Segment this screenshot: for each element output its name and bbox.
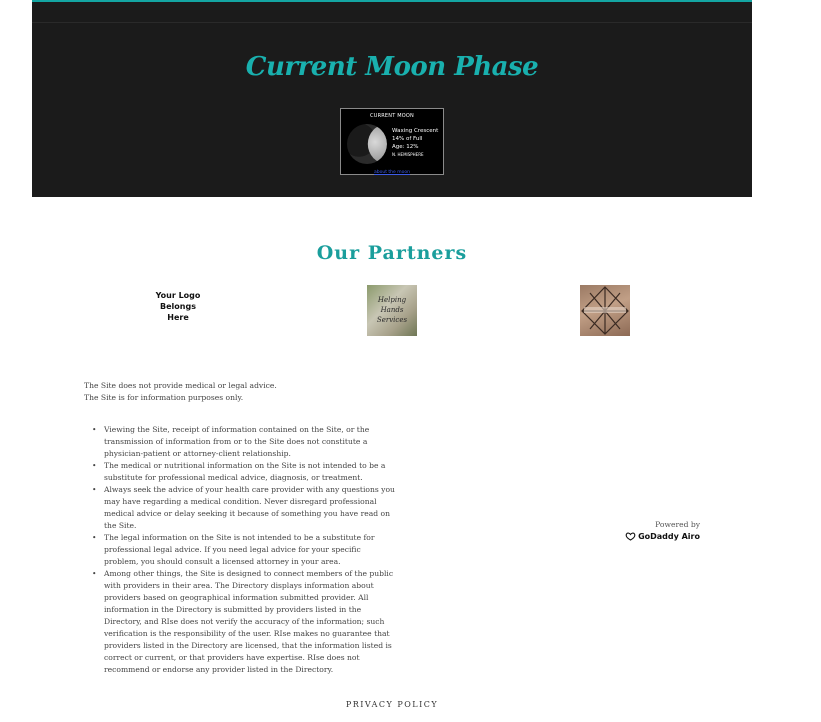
moon-widget-info [392, 127, 438, 159]
disclaimer-line-2: The Site is for information purposes only. [84, 393, 244, 402]
disclaimer-line-1: The Site does not provide medical or legal advice. [84, 381, 277, 390]
powered-by[interactable] [620, 520, 700, 541]
moon-phase-name: Waxing Crescent [392, 128, 439, 134]
disclaimer-item: • The medical or nutritional information on the Site is not intended to be a substitute for professional medical advice, diagnosis, or treatment. [104, 460, 396, 484]
disclaimer-item: • Always seek the advice of your health care provider with any questions you may have regarding a medical condition. Never disregard professional medical advice or delay seeking it because of something you have read on the Site. [104, 484, 396, 532]
moon-age: Age: 12% [392, 144, 419, 150]
partners-title: Our Partners [316, 242, 468, 264]
partner-logo-helping-hands[interactable]: Helping Hands Services [367, 285, 417, 336]
godaddy-brand[interactable] [620, 532, 700, 541]
disclaimer-item: • Viewing the Site, receipt of information contained on the Site, or the transmission of information from or to the Site does not constitute a physician-patient or attorney-client relationship. [104, 424, 396, 460]
moon-percent: 14% of Full [392, 136, 423, 142]
godaddy-logo-icon [625, 532, 636, 541]
powered-by-label: Powered by [655, 520, 700, 529]
privacy-policy-link[interactable]: PRIVACY POLICY [345, 700, 439, 709]
disclaimer-item: • The legal information on the Site is not intended to be a substitute for professional legal advice. If you need legal advice for your specific problem, you should consult a licensed attorney in your area. [104, 532, 396, 568]
moon-phase-section [32, 0, 752, 197]
moon-phase-title: Current Moon Phase [245, 52, 539, 82]
disclaimer-item: • Among other things, the Site is designed to connect members of the public with providers in their area. The Directory displays information about providers based on geographical information submitted provider. All information in the Directory is submitted by providers listed in the Directory, and RIse does not verify the accuracy of the information; such verification is the responsibility of the user. RIse makes no guarantee that providers listed in the Directory are licensed, that the information listed is correct or current, or that providers have expertise. RIse does not recommend or endorse any provider listed in the Directory. [104, 568, 396, 676]
disclaimer-list [104, 424, 396, 676]
moon-widget[interactable] [340, 108, 444, 175]
moon-icon [347, 124, 387, 164]
moon-widget-header: CURRENT MOON [370, 113, 414, 119]
about-moon-link[interactable]: about the moon [374, 170, 410, 175]
partner-logo-graphic [580, 285, 630, 336]
section-divider [32, 22, 752, 23]
partner-logo-placeholder[interactable]: Your Logo Belongs Here [155, 291, 201, 322]
partner-logo-image[interactable] [580, 285, 630, 336]
godaddy-brand-text: GoDaddy Airo [638, 532, 700, 541]
disclaimer-intro [84, 380, 394, 404]
moon-hemisphere: N. HEMISPHERE [392, 152, 424, 157]
